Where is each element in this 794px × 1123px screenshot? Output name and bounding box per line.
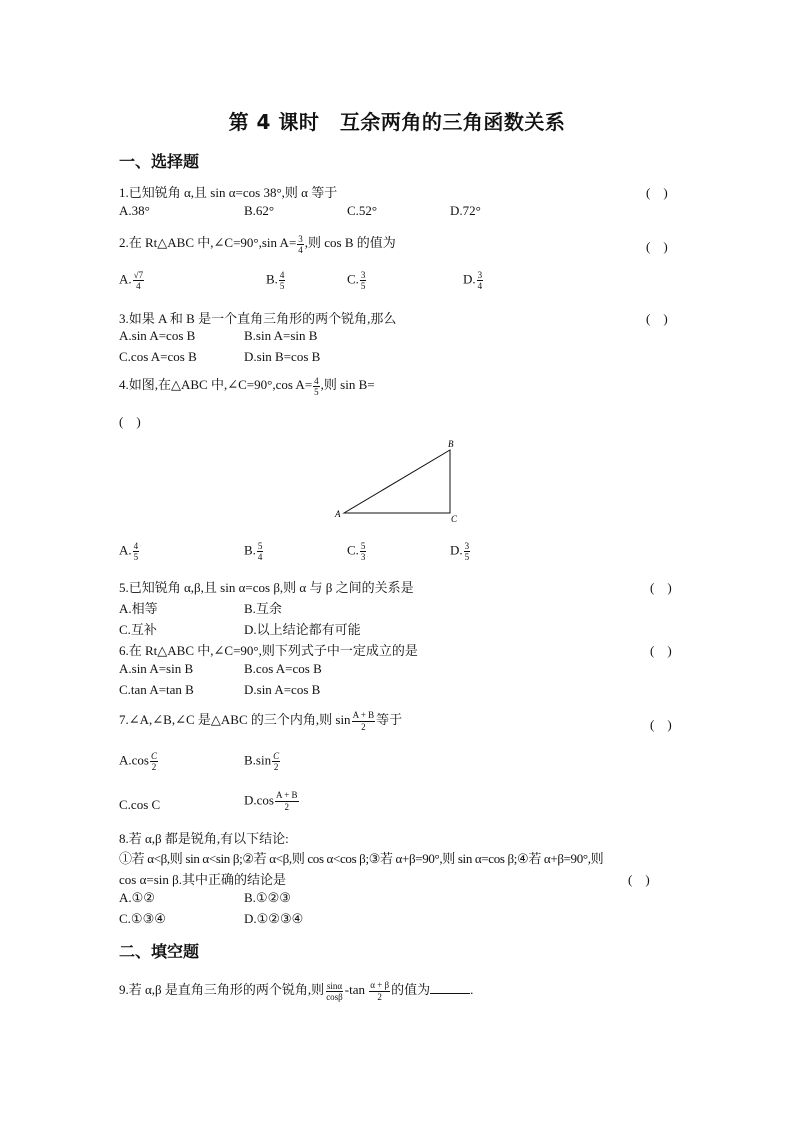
q1-option-d: D.72° <box>450 203 481 218</box>
q5-option-d: D.以上结论都有可能 <box>244 622 361 637</box>
q8-option-a: A.①② <box>119 890 155 905</box>
q6-option-a: A.sin A=sin B <box>119 661 194 676</box>
section-heading-choice: 一、选择题 <box>119 152 200 171</box>
question-8-text: 8.若 α,β 都是锐角,有以下结论: <box>119 831 289 846</box>
q4-option-b: B. $\frac{5}{4}$ <box>244 541 263 562</box>
q3-option-c: C.cos A=cos B <box>119 349 197 364</box>
q2-option-d: D. $\frac{3}{4}$ <box>463 270 483 291</box>
q3-option-d: D.sin B=cos B <box>244 349 321 364</box>
question-5-text: 5.已知锐角 α,β,且 sin α=cos β,则 α 与 β 之间的关系是 <box>119 580 414 595</box>
triangle-figure <box>330 436 470 526</box>
q8-option-b: B.①②③ <box>244 890 291 905</box>
triangle-abc <box>344 450 450 513</box>
answer-paren-q8: ( ) <box>628 872 650 887</box>
question-9-text: 9.若 α,β 是直角三角形的两个锐角,则 $\frac{\sin\alpha}{\cos\beta}$ -tan $\frac{\alpha + \beta}{2}$ 的值为 . <box>119 979 474 1002</box>
q5-option-a: A.相等 <box>119 601 158 616</box>
q1-option-c: C.52° <box>347 203 378 218</box>
answer-blank[interactable] <box>430 981 470 994</box>
q7-option-b: B.sin $\frac{C}{2}$ <box>244 751 280 772</box>
answer-paren-q2: ( ) <box>646 239 668 254</box>
vertex-label-a: A <box>335 509 341 519</box>
q2-option-c: C. $\frac{3}{5}$ <box>347 270 366 291</box>
page-title: 第 4 课时 互余两角的三角函数关系 <box>228 110 566 134</box>
question-8-prompt: cos α=sin β.其中正确的结论是 <box>119 872 287 887</box>
question-1-text: 1.已知锐角 α,且 sin α=cos 38°,则 α 等于 <box>119 185 338 200</box>
q4-option-c: C. $\frac{5}{3}$ <box>347 541 366 562</box>
q8-option-d: D.①②③④ <box>244 911 304 926</box>
q3-option-b: B.sin A=sin B <box>244 328 318 343</box>
question-6-text: 6.在 Rt△ABC 中,∠C=90°,则下列式子中一定成立的是 <box>119 643 418 658</box>
answer-paren-q5: ( ) <box>650 580 672 595</box>
question-4-text: 4.如图,在△ABC 中,∠C=90°,cos A= $\frac{4}{5}$ ,则 sin B= <box>119 375 375 397</box>
q7-option-c: C.cos C <box>119 797 161 812</box>
question-8-statements: ①若 α<β,则 sin α<sin β;②若 α<β,则 cos α<cos β;③若 α+β=90°,则 sin α=cos β;④若 α+β=90°,则 <box>119 851 604 866</box>
q3-option-a: A.sin A=cos B <box>119 328 196 343</box>
q5-option-c: C.互补 <box>119 622 157 637</box>
q7-option-a: A.cos $\frac{C}{2}$ <box>119 751 157 772</box>
answer-paren-q1: ( ) <box>646 185 668 200</box>
vertex-label-b: B <box>448 439 454 449</box>
q6-option-b: B.cos A=cos B <box>244 661 322 676</box>
q2-option-b: B. $\frac{4}{5}$ <box>266 270 285 291</box>
q1-option-b: B.62° <box>244 203 275 218</box>
question-7-text: 7.∠A,∠B,∠C 是△ABC 的三个内角,则 sin $\frac{A + B}{2}$ 等于 <box>119 709 403 732</box>
answer-paren-q4: ( ) <box>119 414 141 429</box>
q5-option-b: B.互余 <box>244 601 282 616</box>
q1-option-a: A.38° <box>119 203 150 218</box>
answer-paren-q6: ( ) <box>650 643 672 658</box>
section-heading-fill: 二、填空题 <box>119 942 200 961</box>
question-3-text: 3.如果 A 和 B 是一个直角三角形的两个锐角,那么 <box>119 311 397 326</box>
q2-option-a: A. $\frac{√7}{4}$ <box>119 270 144 291</box>
q7-option-d: D.cos $\frac{A + B}{2}$ <box>244 790 298 812</box>
fraction: $\frac{3}{4}$ <box>298 233 303 255</box>
q4-option-d: D. $\frac{3}{5}$ <box>450 541 470 562</box>
q6-option-c: C.tan A=tan B <box>119 682 194 697</box>
question-2-text: 2.在 Rt△ABC 中,∠C=90°,sin A= $\frac{3}{4}$ ,则 cos B 的值为 <box>119 233 396 255</box>
q8-option-c: C.①③④ <box>119 911 166 926</box>
answer-paren-q7: ( ) <box>650 717 672 732</box>
q4-option-a: A. $\frac{4}{5}$ <box>119 541 139 562</box>
answer-paren-q3: ( ) <box>646 311 668 326</box>
q6-option-d: D.sin A=cos B <box>244 682 321 697</box>
vertex-label-c: C <box>451 514 458 524</box>
